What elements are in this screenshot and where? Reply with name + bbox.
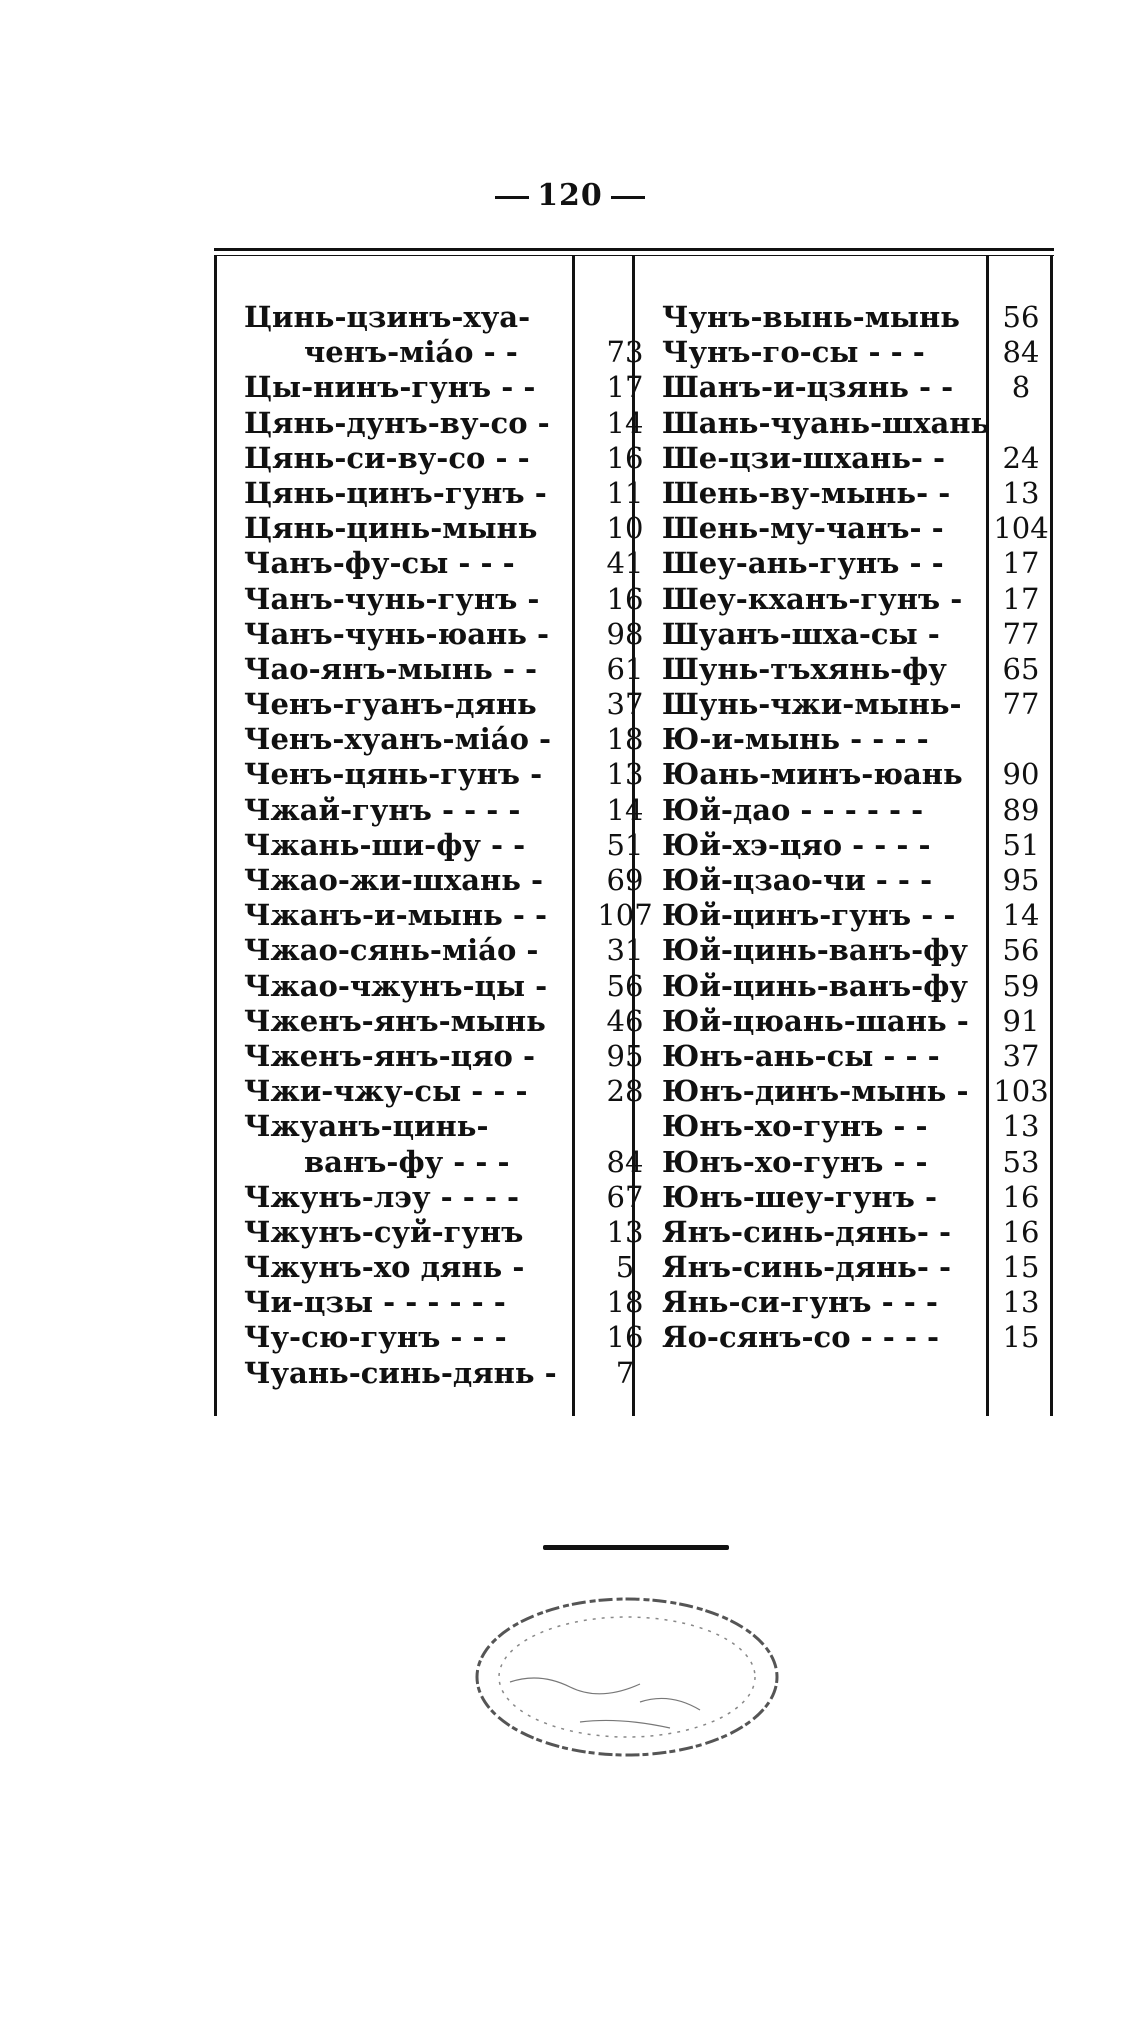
entry-page-number: 18 [606,722,644,757]
entry-page-number: 84 [1002,335,1040,370]
right-column-entry [662,722,1062,757]
right-column-entry [662,546,1062,581]
right-column-entry [662,1215,1062,1250]
right-column-entry [662,1250,1062,1285]
entry-name: Чжанъ-и-мынь - - [244,898,548,933]
right-column-entry [662,1145,1062,1180]
right-column-entry [662,1285,1062,1320]
entry-page-number: 24 [1002,440,1040,475]
entry-name: Ю-и-мынь - - - - [662,722,929,757]
entry-name: Шуанъ-шха-сы - [662,616,940,651]
right-column-entry [662,1180,1062,1215]
entry-name: Юй-цзао-чи - - - [662,863,933,897]
entry-name: Юнъ-динъ-мынь - [662,1074,969,1109]
right-column [662,300,1062,1356]
page-number-text: 120 [537,178,603,213]
entry-page-number: 56 [1002,933,1040,968]
entry-name: Чжи-чжу-сы - - - [244,1074,528,1109]
entry-page-number: 89 [1002,792,1040,827]
page-number-dash-left [495,196,529,199]
entry-name: Ше-цзи-шхань- - [662,440,946,475]
right-column-entry [662,370,1062,405]
entry-page-number: 69 [606,863,644,897]
right-column-entry [662,1074,1062,1109]
library-stamp [470,1592,784,1762]
entry-name: Юй-дао - - - - - - [662,792,924,827]
entry-page-number: 14 [606,792,644,827]
entry-page-number: 17 [606,370,644,405]
right-column-entry [662,441,1062,476]
right-column-entry [662,898,1062,933]
table-left-border [214,256,217,1416]
entry-name: Ченъ-хуанъ-міáо - [244,722,552,757]
entry-page-number: 10 [606,511,644,546]
entry-name: Чжунъ-хо дянь - [244,1250,525,1285]
entry-page-number: 95 [606,1038,644,1073]
entry-name: Шень-ву-мынь- - [662,475,951,510]
entry-name: Янь-си-гунъ - - - [662,1285,938,1320]
entry-name: Чженъ-янъ-мынь [244,1003,546,1038]
right-column-entry [662,1320,1062,1355]
entry-page-number: 16 [1002,1214,1040,1249]
entry-name: Шань-чуань-шхань [662,405,991,440]
right-column-entry [662,828,1062,863]
entry-name: Шень-му-чанъ- - [662,511,944,546]
entry-page-number: 56 [1002,300,1040,334]
entry-name: Юань-минъ-юань [662,757,963,792]
entry-page-number: 14 [1002,898,1040,933]
page-number [0,178,1140,213]
entry-name: Чжао-сянь-міáо - [244,933,539,968]
entry-page-number: 59 [1002,968,1040,1003]
entry-page-number: 18 [606,1285,644,1320]
entry-name: Чжуанъ-цинь- [244,1109,489,1144]
right-column-entry [662,406,1062,441]
entry-page-number: 51 [1002,827,1040,862]
entry-name: Чженъ-янъ-цяо - [244,1038,535,1073]
right-column-entry [662,687,1062,722]
entry-name: Юнъ-хо-гунъ - - [662,1144,928,1179]
entry-page-number: 13 [1002,1285,1040,1320]
entry-page-number: 16 [606,1320,644,1355]
entry-page-number: 91 [1002,1003,1040,1038]
entry-page-number: 13 [606,1214,644,1249]
closing-rule [543,1545,729,1550]
entry-page-number: 14 [606,405,644,440]
entry-page-number: 51 [606,827,644,862]
entry-page-number: 11 [606,475,644,510]
entry-page-number: 5 [615,1250,635,1285]
entry-name: ченъ-міáо - - [304,335,518,370]
entry-page-number: 41 [606,546,644,581]
entry-page-number: 103 [993,1074,1049,1109]
entry-page-number: 15 [1002,1320,1040,1355]
entry-page-number: 53 [1002,1144,1040,1179]
entry-name: Чуань-синь-дянь - [244,1355,557,1390]
entry-name: Цянь-си-ву-со - - [244,440,530,475]
entry-page-number: 31 [606,933,644,968]
entry-page-number: 98 [606,616,644,651]
table-top-rule [214,248,1054,251]
entry-page-number: 77 [1002,687,1040,722]
entry-name: Юй-хэ-цяо - - - - [662,827,931,862]
entry-name: Юнъ-хо-гунъ - - [662,1109,928,1144]
page-number-dash-right [611,196,645,199]
entry-name: Шеу-ань-гунъ - - [662,546,944,581]
entry-page-number: 73 [606,335,644,370]
right-column-entry [662,652,1062,687]
entry-page-number: 16 [606,440,644,475]
right-column-entry [662,582,1062,617]
right-column-entry [662,617,1062,652]
entry-name: Ченъ-гуанъ-дянь [244,687,537,722]
entry-page-number: 84 [606,1144,644,1179]
entry-page-number: 95 [1002,863,1040,897]
right-column-entry [662,1039,1062,1074]
entry-page-number: 90 [1002,757,1040,792]
entry-name: Юй-цинъ-гунъ - - [662,898,956,933]
entry-name: Янъ-синь-дянь- - [662,1250,952,1285]
entry-name: Чанъ-чунь-юань - [244,616,550,651]
entry-name: Чу-сю-гунъ - - - [244,1320,507,1355]
entry-page-number: 16 [1002,1179,1040,1214]
entry-page-number: 13 [1002,1109,1040,1144]
entry-name: Чжунъ-суй-гунъ [244,1214,524,1249]
entry-name: Шеу-кханъ-гунъ - [662,581,963,616]
entry-name: Чжао-жи-шхань - [244,863,544,897]
right-column-entry [662,969,1062,1004]
entry-name: Цянь-цинь-мынь [244,511,538,546]
entry-name: Чунъ-вынь-мынь [662,300,960,334]
entry-name: Цянь-цинъ-гунъ - [244,475,547,510]
entry-name: Чжай-гунъ - - - - [244,792,521,827]
entry-page-number: 107 [597,898,653,933]
entry-page-number: 7 [615,1355,635,1390]
entry-name: Цянь-дунъ-ву-со - [244,405,550,440]
entry-name: Юй-цинь-ванъ-фу [662,968,968,1003]
entry-page-number: 13 [1002,475,1040,510]
entry-name: Чанъ-чунь-гунъ - [244,581,540,616]
entry-page-number: 15 [1002,1250,1040,1285]
right-column-entry [662,1109,1062,1144]
entry-name: Чи-цзы - - - - - - [244,1285,506,1320]
entry-page-number: 46 [606,1003,644,1038]
entry-page-number: 16 [606,581,644,616]
entry-name: Юй-цюань-шань - [662,1003,969,1038]
entry-name: Янъ-синь-дянь- - [662,1214,952,1249]
entry-name: Чанъ-фу-сы - - - [244,546,515,581]
right-column-entry [662,335,1062,370]
entry-name: Яо-сянъ-со - - - - [662,1320,940,1355]
index-table [214,248,1054,1416]
entry-name: Юнъ-шеу-гунъ - [662,1179,937,1214]
left-column-entry [244,1356,824,1391]
entry-name: Шанъ-и-цзянь - - [662,370,954,405]
entry-page-number: 61 [606,651,644,686]
entry-name: Чунъ-го-сы - - - [662,335,925,370]
entry-page-number: 37 [606,687,644,722]
entry-name: Чжань-ши-фу - - [244,827,526,862]
entry-name: Цинь-цзинъ-хуа- [244,300,531,334]
entry-name: Шунь-тъхянь-фу [662,651,947,686]
entry-name: Юнъ-ань-сы - - - [662,1038,940,1073]
entry-page-number: 17 [1002,581,1040,616]
entry-page-number: 13 [606,757,644,792]
right-column-entry [662,863,1062,898]
right-column-entry [662,793,1062,828]
right-column-entry [662,757,1062,792]
entry-name: Чжао-чжунъ-цы - [244,968,548,1003]
entry-name: Чао-янъ-мынь - - [244,651,538,686]
entry-name: Юй-цинь-ванъ-фу [662,933,968,968]
entry-page-number: 56 [606,968,644,1003]
entry-name: ванъ-фу - - - [304,1144,510,1179]
entry-page-number: 77 [1002,616,1040,651]
entry-page-number: 67 [606,1179,644,1214]
entry-page-number: 37 [1002,1038,1040,1073]
right-column-entry [662,300,1062,335]
right-column-entry [662,933,1062,968]
entry-name: Шунь-чжи-мынь- [662,687,962,722]
right-column-entry [662,476,1062,511]
right-column-entry [662,1004,1062,1039]
entry-page-number: 17 [1002,546,1040,581]
entry-name: Ченъ-цянь-гунъ - [244,757,543,792]
entry-page-number: 28 [606,1074,644,1109]
right-column-entry [662,511,1062,546]
entry-name: Чжунъ-лэу - - - - [244,1179,520,1214]
entry-page-number: 65 [1002,651,1040,686]
entry-name: Цы-нинъ-гунъ - - [244,370,536,405]
entry-page-number: 8 [1011,370,1031,405]
entry-page-number: 104 [993,511,1049,546]
